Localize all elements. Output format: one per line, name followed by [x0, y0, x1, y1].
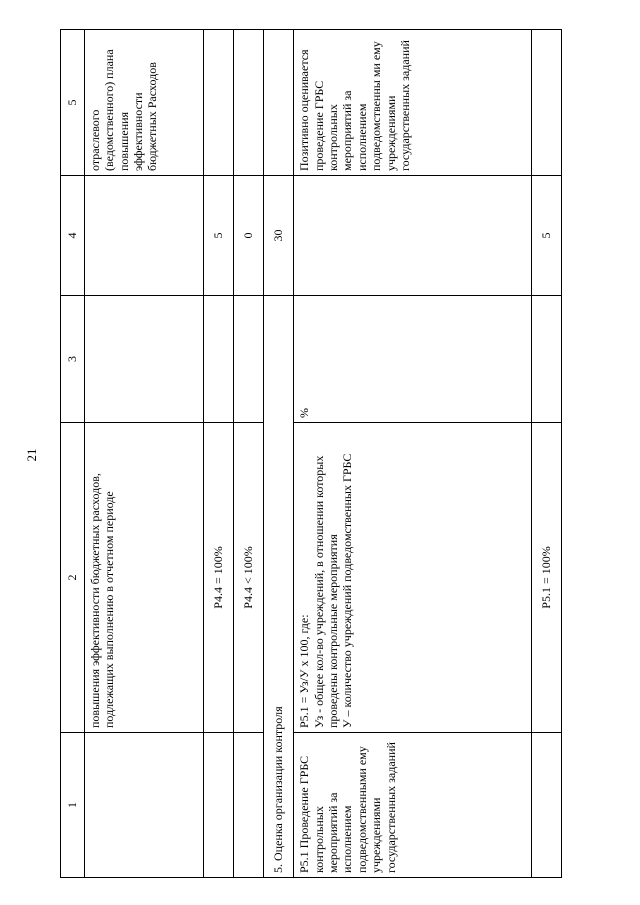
table-row [531, 30, 561, 878]
formula-cell [294, 423, 532, 733]
comment-text: Позитивно оценивается проведение ГРБС контрольных мероприятий за исполнением подведомственны ми ему учреждениями государственных заданий [294, 30, 532, 176]
indicator-name: P5.1 Проведение ГРБС контрольных мероприятий за исполнением подведомственными ему учреждениями государственных заданий [294, 733, 532, 878]
cell-empty [294, 176, 532, 296]
rotated-table-area [60, 30, 562, 878]
header-col-3: 3 [61, 296, 85, 423]
evaluation-table [60, 29, 562, 878]
header-col-4: 4 [61, 176, 85, 296]
score-value: 0 [233, 176, 263, 296]
header-row [61, 30, 85, 878]
header-col-5: 5 [61, 30, 85, 176]
cell-empty [84, 296, 203, 423]
cell-empty [531, 733, 561, 878]
formula-definition: Уз - общее кол-во учреждений, в отношении которых проведены контрольные мероприятия [311, 455, 340, 728]
section-row [263, 30, 293, 878]
condition-text: P5.1 = 100% [531, 423, 561, 733]
condition-text: P4.4 = 100% [203, 423, 233, 733]
header-col-1: 1 [61, 733, 85, 878]
table-row [84, 30, 203, 878]
cell-empty [203, 296, 233, 423]
formula-definition: У – количество учреждений подведомственных ГРБС [340, 453, 355, 728]
section-max-score: 30 [263, 176, 293, 296]
table-row [294, 30, 532, 878]
cell-empty [84, 733, 203, 878]
indicator-description: повышения эффективности бюджетных расходов, подлежащих выполнению в отчетном периоде [84, 423, 203, 733]
page-number: 21 [24, 448, 39, 462]
cell-empty [84, 176, 203, 296]
cell-empty [203, 30, 233, 176]
score-value: 5 [531, 176, 561, 296]
cell-empty [233, 296, 263, 423]
cell-empty [203, 733, 233, 878]
cell-empty [531, 296, 561, 423]
unit-cell: % [294, 296, 532, 423]
cell-empty [263, 30, 293, 176]
table-row [203, 30, 233, 878]
comment-text: отраслевого (ведомственного) плана повышения эффективности бюджетных Расходов [84, 30, 203, 176]
score-value: 5 [203, 176, 233, 296]
section-title: 5. Оценка организации контроля [263, 296, 293, 878]
cell-empty [233, 733, 263, 878]
condition-text: P4.4 < 100% [233, 423, 263, 733]
cell-empty [233, 30, 263, 176]
cell-empty [531, 30, 561, 176]
table-row [233, 30, 263, 878]
formula: P5.1 = Уз/У x 100, где: [297, 614, 312, 728]
header-col-2: 2 [61, 423, 85, 733]
